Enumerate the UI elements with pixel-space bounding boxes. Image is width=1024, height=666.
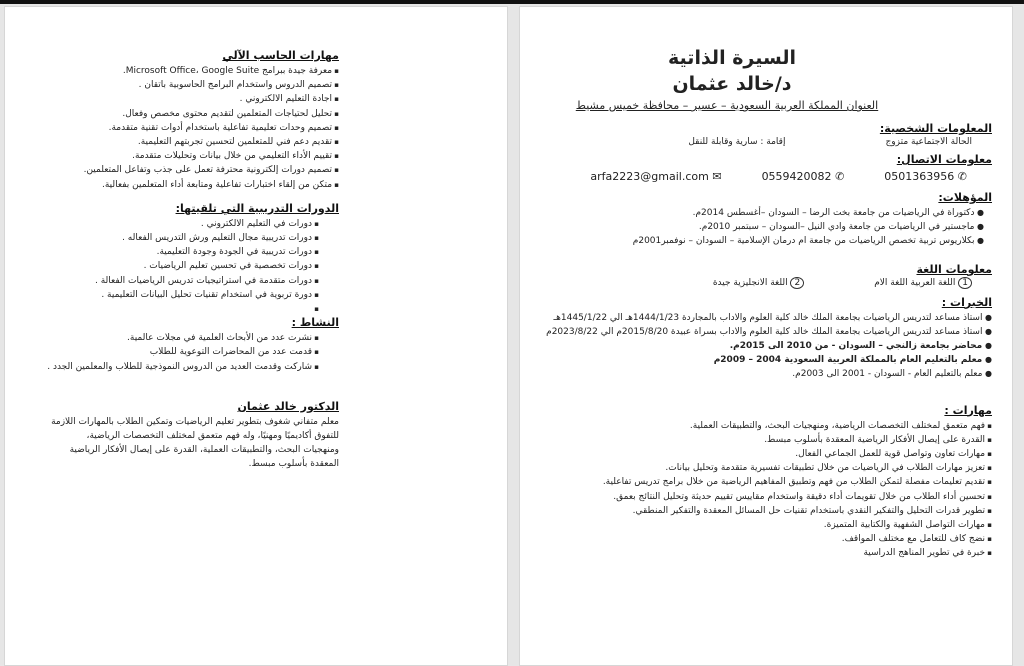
phone-icon: ✆ xyxy=(835,170,845,183)
list-item: ▪ دورات متقدمة في استراتيجيات تدريس الرياضيات الفعالة . xyxy=(29,274,319,288)
list-item: ▪ دورات في التعليم الالكتروني . xyxy=(29,217,319,231)
languages-heading: معلومات اللغة xyxy=(916,262,992,276)
list-item: ▪ مهارات التواصل الشفهية والكتابية المتميزة. xyxy=(542,518,992,532)
list-item: ● محاضر بجامعة زالنجي – السودان - من 2010 الى 2015م. xyxy=(542,339,992,353)
list-item: ● استاذ مساعد لتدريس الرياضيات بجامعة الملك خالد كلية العلوم والاداب بسراة عبيدة 2015/8/20م الي 2023/8/22م xyxy=(542,325,992,339)
phone-2: 0559420082 xyxy=(761,170,832,183)
person-name: د/خالد عثمان xyxy=(672,73,792,95)
list-item: ▪ دورات تخصصية في تحسين تعليم الرياضيات . xyxy=(29,259,319,273)
list-item: ▪ نضج كاف للتعامل مع مختلف المواقف. xyxy=(542,532,992,546)
list-item: ▪ معرفة جيدة ببرامج Microsoft Office، Google Suite. xyxy=(29,64,339,78)
list-item: ▪ القدرة على إيصال الأفكار الرياضية المعقدة بأسلوب مبسط. xyxy=(542,433,992,447)
list-item: ● بكلاريوس تربية تخصص الرياضيات من جامعة ام درمان الإسلامية – السودان – نوفمبر2001م xyxy=(542,234,984,248)
list-item: ● ماجستير في الرياضيات من جامعة وادي النيل –السودان – سبتمبر 2010م. xyxy=(542,220,984,234)
list-item: ● استاذ مساعد لتدريس الرياضيات بجامعة الملك خالد كلية العلوم والاداب بالمجاردة 1444/1/23هـ الي 1445/1/22هـ xyxy=(542,311,992,325)
list-item: ▪ تعزيز مهارات الطلاب في الرياضيات من خلال تطبيقات تفسيرية متقدمة وتحليل بيانات. xyxy=(542,461,992,475)
list-item: ▪ تقديم دعم فني للمتعلمين لتحسين تجربتهم التعليمية. xyxy=(29,135,339,149)
list-item: ▪ خبرة في تطوير المناهج الدراسية xyxy=(542,546,992,560)
list-item: ▪ مهارات تعاون وتواصل قوية للعمل الجماعي الفعال. xyxy=(542,447,992,461)
list-item: ▪ تحسين أداء الطلاب من خلال تقويمات أداء دقيقة واستخدام مقاييس تقييم حديثة وتحليل النتائج بعمق. xyxy=(542,490,992,504)
language-arabic: اللغة العربية اللغة الام xyxy=(874,277,956,288)
language-english: اللغة الانجليزية جيدة xyxy=(712,277,788,288)
phone-icon: ✆ xyxy=(957,170,967,183)
qualifications-list xyxy=(542,206,992,249)
computer-skills-list xyxy=(29,64,339,192)
experience-list xyxy=(542,311,992,382)
number-circle: 1 xyxy=(958,277,972,289)
list-item xyxy=(29,302,319,316)
summary-text: معلم متفاني شغوف بتطوير تعليم الرياضيات وتمكين الطلاب بالمهارات اللازمة للتفوق أكاديميًا ومهنيًا، وله فهم متعمق لمختلف التخصصات الرياضية، ومنهجيات البحث، والتطبيقات العملية، القدرة على إيصال الأفكار الرياضية المعقدة بأسلوب مبسط. xyxy=(51,416,339,469)
marital-status: الحالة الاجتماعية متزوج xyxy=(885,137,972,147)
list-item: ▪ فهم متعمق لمختلف التخصصات الرياضية، ومنهجيات البحث، والتطبيقات العملية. xyxy=(542,419,992,433)
activity-heading: النشاط : xyxy=(291,316,339,330)
phone-1: 0501363956 xyxy=(884,170,955,183)
skills-list xyxy=(542,419,992,561)
list-item: ▪ دورات تدريبية في الجودة وجودة التعليمية. xyxy=(29,245,319,259)
skills-heading: مهارات : xyxy=(944,403,992,417)
list-item: ▪ تقييم الأداء التعليمي من خلال بيانات وتحليلات متقدمة. xyxy=(29,149,339,163)
qualifications-heading: المؤهلات: xyxy=(938,191,992,204)
page-right xyxy=(519,6,1013,666)
number-circle: 2 xyxy=(790,277,804,289)
document-title: السيرة الذاتية xyxy=(668,47,796,69)
list-item: ● معلم بالتعليم العام بالمملكة العربية السعودية 2004 – 2009م xyxy=(542,353,992,367)
contact-heading: معلومات الاتصال: xyxy=(896,153,992,166)
list-item: ▪ تصميم وحدات تعليمية تفاعلية باستخدام أدوات تقنية متقدمة. xyxy=(29,121,339,135)
list-item: ▪ دورات تدريبية مجال التعليم ورش التدريس الفعاله . xyxy=(29,231,319,245)
summary-heading: الدكتور خالد عثمان xyxy=(237,399,339,413)
email[interactable]: arfa2223@gmail.com xyxy=(590,170,709,183)
residence: إقامة : سارية وقابلة للنقل xyxy=(688,137,786,147)
experience-heading: الخبرات : xyxy=(941,295,992,309)
list-item: ▪ تقديم تعليمات مفصلة لتمكن الطلاب من فهم وتطبيق المفاهيم الرياضية من خلال برامج تدريس تفاعلية. xyxy=(542,475,992,489)
list-item: ▪ قدمت عدد من المحاضرات التوعوية للطلاب xyxy=(29,345,319,359)
list-item: ▪ نشرت عدد من الأبحاث العلمية في مجلات عالمية. xyxy=(29,331,319,345)
address: العنوان المملكة العربية السعودية – عسير – محافظة خميس مشيط xyxy=(575,99,879,112)
list-item: ▪ متكن من إلقاء اختبارات تفاعلية ومتابعة أداء المتعلمين بفعالية. xyxy=(29,178,339,192)
page-left xyxy=(4,6,508,666)
list-item: ▪ دورة تربوية في استخدام تقنيات تحليل البيانات التعليمية . xyxy=(29,288,319,302)
list-item: ● دكتوراة في الرياضيات من جامعة بخت الرضا – السودان –أغسطس 2014م. xyxy=(542,206,984,220)
window-top-bar xyxy=(0,0,1024,4)
list-item: ▪ تصميم الدروس واستخدام البرامج الحاسوبية باتقان . xyxy=(29,78,339,92)
list-item: ▪ شاركت وقدمت العديد من الدروس النموذجية للطلاب والمعلمين الجدد . xyxy=(29,360,319,374)
list-item: ▪ تصميم دورات إلكترونية محترفة تعمل على جذب وتفاعل المتعلمين. xyxy=(29,163,339,177)
list-item: ▪ تطوير قدرات التحليل والتفكير النقدي باستخدام تقنيات حل المسائل المعقدة والتفكير المنطقي. xyxy=(542,504,992,518)
computer-skills-heading: مهارات الحاسب الآلي xyxy=(222,49,339,62)
courses-list xyxy=(29,217,339,316)
envelope-icon: ✉ xyxy=(712,170,722,183)
list-item: ▪ تحليل لحتياجات المتعلمين لتقديم محتوى مخصص وفعال. xyxy=(29,107,339,121)
list-item: ▪ اجادة التعليم الالكتروني . xyxy=(29,92,339,106)
list-item: ● معلم بالتعليم العام - السودان - 2001 الى 2003م. xyxy=(542,367,992,381)
activity-list xyxy=(29,331,339,374)
courses-heading: الدورات التدريبية التي تلقيتها: xyxy=(175,201,339,215)
personal-heading: المعلومات الشخصية: xyxy=(879,122,992,135)
